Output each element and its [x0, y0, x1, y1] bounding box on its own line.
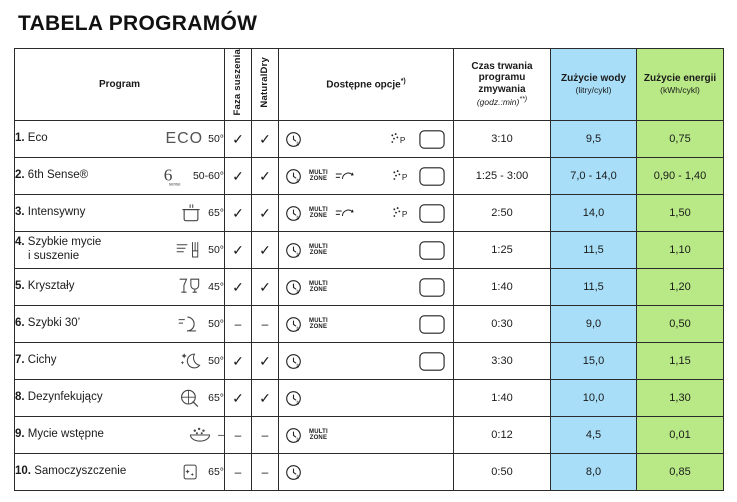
cell-program [15, 343, 225, 380]
svg-text:h: h [296, 251, 300, 258]
svg-text:h: h [296, 436, 300, 443]
cell-naturaldry: – [252, 454, 279, 491]
cell-naturaldry: ✓ [252, 380, 279, 417]
cell-naturaldry: ✓ [252, 195, 279, 232]
clock-icon [285, 279, 302, 296]
header-czas-sup: **) [519, 96, 528, 104]
cell-options [279, 158, 454, 195]
cell-czas: 1:25 - 3:00 [454, 158, 551, 195]
cell-czas: 0:50 [454, 454, 551, 491]
row-temperature: 50° [208, 318, 224, 330]
cell-woda: 15,0 [551, 343, 637, 380]
svg-text:h: h [296, 288, 300, 295]
clock-icon [285, 390, 302, 407]
cell-faza: – [225, 454, 252, 491]
table-row [15, 158, 724, 195]
row-name: Mycie wstępne [27, 428, 104, 441]
header-czas-unit: (godz.:min) [476, 97, 520, 108]
clock-icon [285, 316, 302, 333]
clock-icon [285, 353, 302, 370]
cell-options [279, 195, 454, 232]
header-opcje-label: Dostępne opcje [326, 79, 401, 91]
cell-program [15, 232, 225, 269]
header-zuzycie-energii-label: Zużycie energii [643, 72, 717, 84]
cell-program [15, 417, 225, 454]
table-row [15, 343, 724, 380]
table-row [15, 306, 724, 343]
moon-stars-icon [179, 350, 203, 372]
row-temperature: 50-60° [192, 170, 224, 182]
self-clean-icon [179, 461, 203, 483]
row-number: 4. [15, 236, 25, 249]
header-opcje-sup: *) [400, 78, 406, 86]
cell-faza: ✓ [225, 269, 252, 306]
clock-icon [285, 427, 302, 444]
header-czas [454, 49, 551, 121]
svg-text:6: 6 [163, 165, 173, 185]
cell-program [15, 306, 225, 343]
cell-energia: 1,10 [637, 232, 724, 269]
cutlery-plate-icon [175, 239, 203, 261]
cell-czas: 1:25 [454, 232, 551, 269]
multizone-icon: MULTI ZONE [309, 206, 328, 219]
cell-naturaldry: – [252, 417, 279, 454]
header-czas-line3: zmywania [478, 83, 526, 95]
eco-text-icon: ECO [165, 130, 204, 147]
svg-text:P: P [401, 208, 408, 219]
fast-plate-icon [177, 313, 203, 335]
header-naturaldry-label: NaturalDry [258, 57, 270, 108]
tablet-box-icon [419, 130, 445, 149]
cell-options [279, 454, 454, 491]
cell-energia: 0,75 [637, 121, 724, 158]
cell-czas: 0:12 [454, 417, 551, 454]
svg-text:h: h [296, 140, 300, 147]
glasses-icon [177, 276, 203, 298]
cell-faza: – [225, 417, 252, 454]
cell-energia: 0,85 [637, 454, 724, 491]
row-name: Szybki 30’ [27, 317, 81, 330]
cell-czas: 1:40 [454, 380, 551, 417]
multizone-icon: MULTI ZONE [309, 280, 328, 293]
cell-naturaldry: ✓ [252, 158, 279, 195]
row-name: Intensywny [27, 206, 86, 219]
cell-faza: – [225, 306, 252, 343]
table-body [15, 121, 724, 491]
tablet-box-icon [419, 352, 445, 371]
cell-faza: ✓ [225, 195, 252, 232]
cell-program [15, 158, 225, 195]
svg-text:P: P [401, 171, 408, 182]
fast-arrow-icon [335, 169, 355, 184]
fast-arrow-icon [335, 206, 355, 221]
table-header [15, 49, 724, 121]
cell-options [279, 306, 454, 343]
svg-text:sense: sense [168, 181, 181, 187]
cell-woda: 4,5 [551, 417, 637, 454]
cell-faza: ✓ [225, 232, 252, 269]
tablet-box-icon [419, 204, 445, 223]
program-table [14, 48, 724, 491]
cell-options [279, 232, 454, 269]
row-number: 9. [15, 428, 25, 441]
cell-energia: 1,15 [637, 343, 724, 380]
row-number: 10. [15, 465, 31, 478]
cell-program [15, 269, 225, 306]
cell-czas: 3:10 [454, 121, 551, 158]
header-zuzycie-wody-label: Zużycie wody [560, 72, 626, 84]
cell-energia: 1,20 [637, 269, 724, 306]
tablet-box-icon [419, 167, 445, 186]
row-number: 6. [15, 317, 25, 330]
row-name: 6th Sense® [27, 169, 89, 182]
row-number: 2. [15, 169, 25, 182]
cell-czas: 0:30 [454, 306, 551, 343]
cell-woda: 7,0 - 14,0 [551, 158, 637, 195]
row-number: 8. [15, 391, 25, 404]
cell-faza: ✓ [225, 380, 252, 417]
tablet-box-icon [419, 278, 445, 297]
table-row [15, 232, 724, 269]
clock-icon [285, 464, 302, 481]
header-faza-suszenia [225, 49, 252, 121]
cell-naturaldry: ✓ [252, 269, 279, 306]
table-row [15, 195, 724, 232]
clock-icon [285, 242, 302, 259]
cell-options [279, 417, 454, 454]
multizone-icon: MULTI ZONE [309, 169, 328, 182]
row-name: Dezynfekujący [27, 391, 103, 404]
pot-icon [179, 202, 203, 224]
header-zuzycie-wody [551, 49, 637, 121]
prewash-icon [187, 424, 213, 446]
header-faza-suszenia-label: Faza suszenia [231, 49, 243, 116]
table-row [15, 269, 724, 306]
page-title: TABELA PROGRAMÓW [18, 12, 258, 35]
tablet-box-icon [419, 241, 445, 260]
header-opcje [279, 49, 454, 121]
header-czas-line2: programu [478, 72, 526, 84]
table-row [15, 121, 724, 158]
header-czas-line1: Czas trwania [471, 60, 533, 72]
cell-woda: 9,5 [551, 121, 637, 158]
svg-text:h: h [296, 325, 300, 332]
cell-czas: 3:30 [454, 343, 551, 380]
row-name: Samoczyszczenie [34, 465, 127, 478]
header-program: Program [15, 49, 225, 121]
cell-woda: 11,5 [551, 269, 637, 306]
cell-woda: 14,0 [551, 195, 637, 232]
table-container [14, 48, 723, 480]
table-row [15, 454, 724, 491]
row-number: 7. [15, 354, 25, 367]
clock-icon [285, 131, 302, 148]
cell-energia: 0,01 [637, 417, 724, 454]
six-sense-icon [162, 163, 188, 189]
cell-naturaldry: – [252, 306, 279, 343]
cell-czas: 1:40 [454, 269, 551, 306]
cell-program [15, 380, 225, 417]
cell-woda: 8,0 [551, 454, 637, 491]
cell-program [15, 121, 225, 158]
cell-options [279, 380, 454, 417]
table-row [15, 417, 724, 454]
header-zuzycie-energii [637, 49, 724, 121]
row-name: Kryształy [27, 280, 75, 293]
tablet-box-icon [419, 315, 445, 334]
cell-naturaldry: ✓ [252, 232, 279, 269]
header-naturaldry [252, 49, 279, 121]
row-name: Cichy [27, 354, 57, 367]
cell-faza: ✓ [225, 343, 252, 380]
svg-text:h: h [296, 177, 300, 184]
header-zuzycie-energii-unit: (kWh/cykl) [660, 85, 700, 96]
row-temperature: 65° [208, 466, 224, 478]
cell-energia: 1,50 [637, 195, 724, 232]
row-temperature: 65° [208, 207, 224, 219]
clock-icon [285, 168, 302, 185]
cell-woda: 10,0 [551, 380, 637, 417]
table-row [15, 380, 724, 417]
row-name-line2: i suszenie [28, 250, 80, 262]
cell-options [279, 269, 454, 306]
hygiene-icon [179, 387, 203, 409]
multizone-icon: MULTI ZONE [309, 428, 328, 441]
multizone-icon: MULTI ZONE [309, 243, 328, 256]
cell-woda: 9,0 [551, 306, 637, 343]
prewash-p-icon [391, 168, 411, 185]
row-number: 1. [15, 132, 25, 145]
cell-options [279, 121, 454, 158]
cell-energia: 0,50 [637, 306, 724, 343]
cell-options [279, 343, 454, 380]
cell-faza: ✓ [225, 121, 252, 158]
svg-text:P: P [399, 134, 406, 145]
svg-text:h: h [296, 362, 300, 369]
row-number: 3. [15, 206, 25, 219]
svg-text:h: h [296, 399, 300, 406]
cell-energia: 1,30 [637, 380, 724, 417]
row-temperature: 45° [208, 281, 224, 293]
cell-faza: ✓ [225, 158, 252, 195]
svg-text:h: h [296, 473, 300, 480]
row-temperature: – [218, 429, 224, 441]
row-temperature: 50° [208, 244, 224, 256]
cell-naturaldry: ✓ [252, 121, 279, 158]
row-temperature: 65° [208, 392, 224, 404]
row-number: 5. [15, 280, 25, 293]
cell-woda: 11,5 [551, 232, 637, 269]
cell-program [15, 195, 225, 232]
row-name: Eco [27, 132, 48, 145]
row-temperature: 50° [208, 133, 224, 145]
row-name-line1: Szybkie mycie [27, 236, 102, 249]
row-temperature: 50° [208, 355, 224, 367]
prewash-p-icon [391, 205, 411, 222]
cell-czas: 2:50 [454, 195, 551, 232]
cell-program [15, 454, 225, 491]
cell-naturaldry: ✓ [252, 343, 279, 380]
prewash-p-icon [389, 131, 409, 148]
clock-icon [285, 205, 302, 222]
header-zuzycie-wody-unit: (litry/cykl) [575, 85, 612, 96]
cell-energia: 0,90 - 1,40 [637, 158, 724, 195]
multizone-icon: MULTI ZONE [309, 317, 328, 330]
svg-text:h: h [296, 214, 300, 221]
